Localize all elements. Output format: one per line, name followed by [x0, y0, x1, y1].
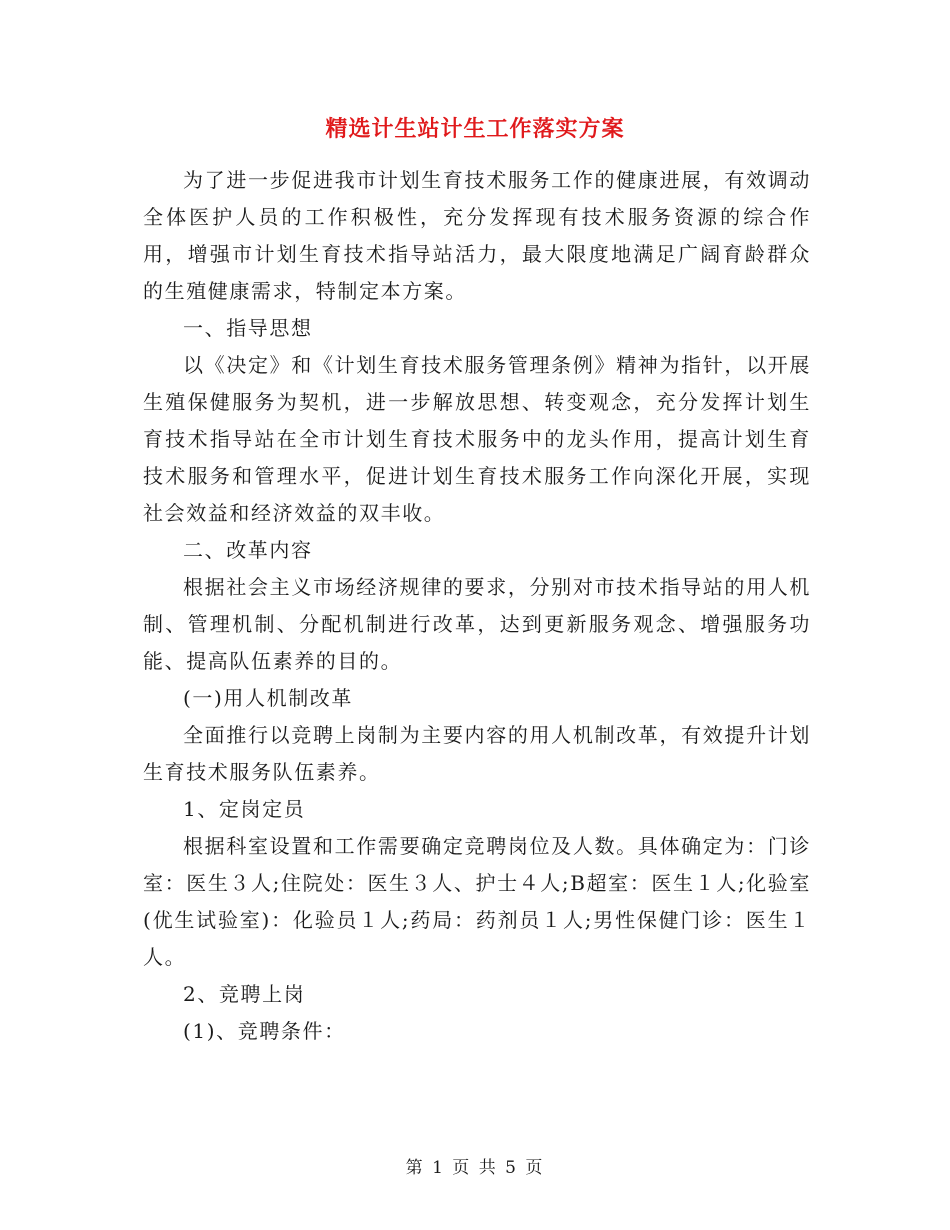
heading-reform-content: 二、改革内容	[183, 538, 313, 562]
paragraph-reform-content: 根据社会主义市场经济规律的要求，分别对市技术指导站的用人机制、管理机制、分配机制进行改革，达到更新服务观念、增强服务功能、提高队伍素养的目的。	[143, 575, 811, 673]
paragraph-guiding-ideology: 以《决定》和《计划生育技术服务管理条例》精神为指针，以开展生殖保健服务为契机，进一步解放思想、转变观念，充分发挥计划生育技术指导站在全市计划生育技术服务中的龙头作用，提高计划生育技术服务和管理水平，促进计划生育技术服务工作向深化开展，实现社会效益和经济效益的双丰收。	[143, 353, 811, 525]
document-title: 精选计生站计生工作落实方案	[325, 116, 625, 142]
heading-staffing: 1、定岗定员	[183, 797, 306, 821]
paragraph-employment-reform: 全面推行以竞聘上岗制为主要内容的用人机制改革，有效提升计划生育技术服务队伍素养。	[143, 723, 811, 784]
paragraph-intro: 为了进一步促进我市计划生育技术服务工作的健康进展，有效调动全体医护人员的工作积极性，充分发挥现有技术服务资源的综合作用，增强市计划生育技术指导站活力，最大限度地满足广阔育龄群众的生殖健康需求，特制定本方案。	[143, 168, 811, 303]
page-number-footer: 第 1 页 共 5 页	[405, 1158, 545, 1178]
heading-competitive-posts: 2、竞聘上岗	[183, 982, 306, 1006]
document-body	[143, 162, 811, 1050]
heading-employment-reform: (一)用人机制改革	[183, 686, 354, 710]
heading-guiding-ideology: 一、指导思想	[183, 316, 313, 340]
heading-competition-conditions: (1)、竞聘条件：	[183, 1019, 346, 1043]
paragraph-staffing: 根据科室设置和工作需要确定竞聘岗位及人数。具体确定为：门诊室：医生３人;住院处：医生３人、护士４人;B超室：医生１人;化验室(优生试验室)：化验员１人;药局：药剂员１人;男性保健门诊：医生１人。	[143, 834, 811, 969]
